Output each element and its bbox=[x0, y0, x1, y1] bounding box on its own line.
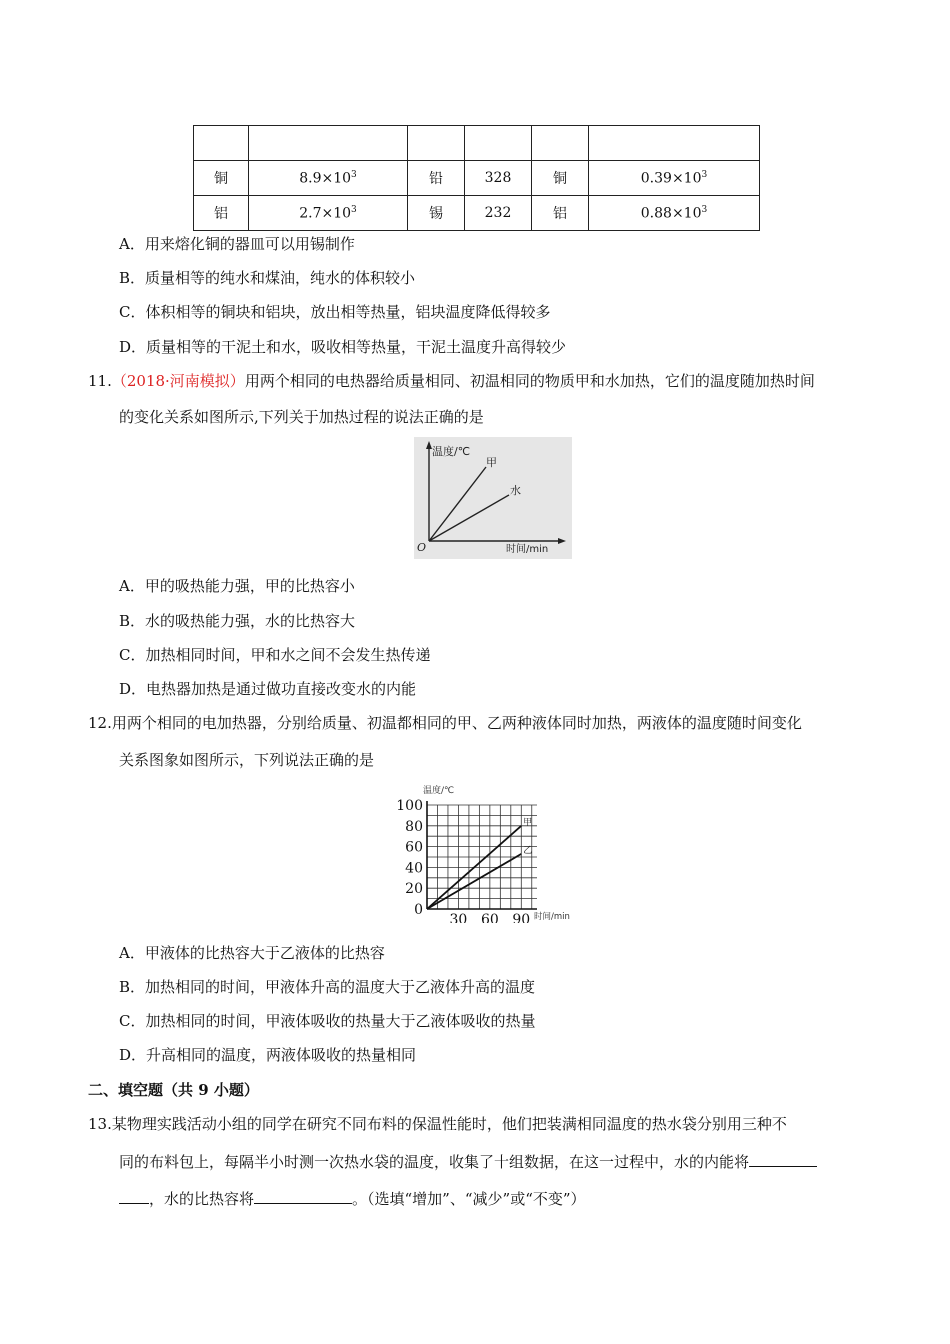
y-tick-label: 100 bbox=[396, 798, 423, 814]
q12-chart bbox=[395, 781, 585, 923]
q10-option-b: B．质量相等的纯水和煤油，纯水的体积较小 bbox=[119, 269, 416, 287]
q13-line3 bbox=[119, 1188, 586, 1209]
y-tick-label: 0 bbox=[414, 902, 423, 918]
q11-stem bbox=[88, 370, 815, 391]
table-cell: 232 bbox=[465, 196, 532, 231]
question-text: 用两个相同的电热器给质量相同、初温相同的物质甲和水加热，它们的温度随加热时间 bbox=[244, 372, 815, 390]
q11-option-b: B．水的吸热能力强，水的比热容大 bbox=[119, 612, 356, 630]
table-cell: 铝 bbox=[194, 196, 249, 231]
y-tick-label: 60 bbox=[405, 839, 423, 856]
table-row bbox=[194, 196, 760, 231]
table-cell: $8.9\times 10^3$ bbox=[249, 161, 408, 196]
q10-option-a: A．用来熔化铜的器皿可以用锡制作 bbox=[119, 235, 355, 253]
series-label: 甲 bbox=[523, 817, 533, 828]
q10-option-d: D．质量相等的干泥土和水，吸收相等热量，干泥土温度升高得较少 bbox=[119, 338, 567, 356]
answer-blank-1[interactable] bbox=[749, 1152, 817, 1167]
q13-line2 bbox=[119, 1151, 817, 1172]
line-water-label: 水 bbox=[510, 484, 521, 497]
series-label: 乙 bbox=[523, 845, 533, 856]
q12-option-c: C．加热相同的时间，甲液体吸收的热量大于乙液体吸收的热量 bbox=[119, 1012, 536, 1030]
q13-stem bbox=[88, 1113, 787, 1134]
q11-option-c: C．加热相同时间，甲和水之间不会发生热传递 bbox=[119, 646, 431, 664]
question-text: 同的布料包上，每隔半小时测一次热水袋的温度，收集了十组数据，在这一过程中，水的内能将 bbox=[119, 1153, 750, 1171]
y-axis-label: 温度/℃ bbox=[432, 445, 471, 458]
x-tick-label: 60 bbox=[480, 912, 499, 923]
question-number: 11. bbox=[88, 372, 112, 390]
origin-label: O bbox=[417, 541, 427, 554]
q12-option-b: B．加热相同的时间，甲液体升高的温度大于乙液体升高的温度 bbox=[119, 978, 536, 996]
table-cell: 铜 bbox=[532, 161, 589, 196]
q11-option-d: D．电热器加热是通过做功直接改变水的内能 bbox=[119, 680, 417, 698]
table-cell: 铅 bbox=[408, 161, 465, 196]
table-cell: 铝 bbox=[532, 196, 589, 231]
table-cell: 328 bbox=[465, 161, 532, 196]
q11-stem-continued: 的变化关系如图所示,下列关于加热过程的说法正确的是 bbox=[119, 408, 484, 426]
properties-table bbox=[193, 125, 760, 231]
q11-figure bbox=[414, 437, 572, 559]
table-cell: 铜 bbox=[194, 161, 249, 196]
x-tick-label: 90 bbox=[512, 912, 531, 923]
q12-option-a: A．甲液体的比热容大于乙液体的比热容 bbox=[119, 944, 385, 962]
y-tick-label: 80 bbox=[405, 818, 423, 835]
table-cell: 锡 bbox=[408, 196, 465, 231]
answer-blank-2[interactable] bbox=[254, 1189, 352, 1204]
table-cell bbox=[532, 126, 589, 161]
line-jia-label: 甲 bbox=[486, 456, 497, 469]
chart-x-label: 时间/min bbox=[534, 912, 570, 922]
table-cell bbox=[249, 126, 408, 161]
table-cell: $2.7\times 10^3$ bbox=[249, 196, 408, 231]
x-axis-label: 时间/min bbox=[506, 544, 549, 555]
question-source: （2018·河南模拟） bbox=[111, 372, 245, 390]
question-text: 用两个相同的电加热器，分别给质量、初温都相同的甲、乙两种液体同时加热，两液体的温度随时间变化 bbox=[111, 714, 802, 732]
q12-stem bbox=[88, 712, 802, 733]
question-text: 。（选填“增加”、“减少”或“不变”） bbox=[352, 1190, 586, 1208]
table-cell bbox=[465, 126, 532, 161]
series-line bbox=[427, 854, 521, 909]
table-cell bbox=[589, 126, 760, 161]
table-cell bbox=[194, 126, 249, 161]
question-number: 12. bbox=[88, 714, 112, 732]
q10-option-c: C．体积相等的铜块和铝块，放出相等热量，铝块温度降低得较多 bbox=[119, 303, 551, 321]
question-text: 某物理实践活动小组的同学在研究不同布料的保温性能时，他们把装满相同温度的热水袋分别用三种不 bbox=[111, 1115, 787, 1133]
x-tick-label: 30 bbox=[449, 912, 468, 923]
section-title: 二、填空题（共 9 小题） bbox=[88, 1081, 259, 1099]
q12-option-d: D．升高相同的温度，两液体吸收的热量相同 bbox=[119, 1046, 417, 1064]
question-text: ，水的比热容将 bbox=[149, 1190, 255, 1208]
table-row bbox=[194, 126, 760, 161]
q11-option-a: A．甲的吸热能力强，甲的比热容小 bbox=[119, 577, 355, 595]
answer-blank-1-continued[interactable] bbox=[119, 1189, 149, 1204]
y-tick-label: 20 bbox=[405, 881, 423, 898]
q12-stem-continued: 关系图象如图所示，下列说法正确的是 bbox=[119, 751, 375, 769]
table-cell bbox=[408, 126, 465, 161]
table-cell: $0.88\times 10^3$ bbox=[589, 196, 760, 231]
question-number: 13. bbox=[88, 1115, 112, 1133]
chart-y-label: 温度/℃ bbox=[423, 786, 455, 796]
table-row bbox=[194, 161, 760, 196]
y-tick-label: 40 bbox=[405, 860, 423, 877]
table-cell: $0.39\times 10^3$ bbox=[589, 161, 760, 196]
